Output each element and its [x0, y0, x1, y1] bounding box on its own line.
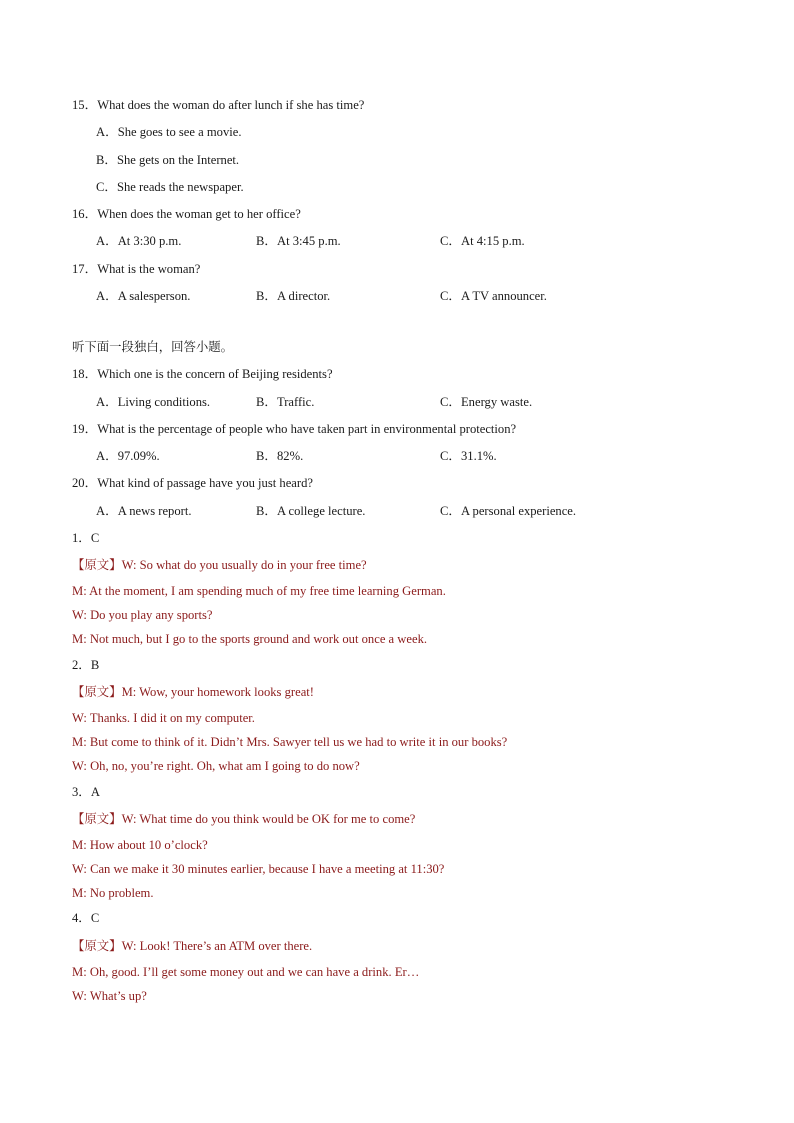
section-instruction: 听下面一段独白，回答小题。 [72, 339, 234, 354]
answer-4-transcript-line: M: Oh, good. I’ll get some money out and we can have a drink. Er… [72, 965, 420, 979]
answer-3-transcript-line: M: No problem. [72, 886, 154, 900]
answer-3-transcript-line: W: Can we make it 30 minutes earlier, because I have a meeting at 11:30? [72, 862, 445, 876]
q16-option-a: A．At 3:30 p.m. [96, 234, 182, 248]
q15-option-b: B．She gets on the Internet. [96, 153, 240, 167]
q20-option-b: B．A college lecture. [256, 504, 366, 518]
q20-stem: 20．What kind of passage have you just heard? [72, 476, 313, 490]
answer-1-transcript-line: 【原文】W: So what do you usually do in your free time? [72, 557, 367, 572]
answer-4-transcript-line: 【原文】W: Look! There’s an ATM over there. [72, 938, 313, 953]
transcript-tag: 【原文】 [72, 684, 122, 699]
transcript-tag: 【原文】 [72, 938, 122, 953]
answer-2-transcript-line: 【原文】M: Wow, your homework looks great! [72, 684, 314, 699]
answer-3-number: 3．A [72, 785, 100, 799]
q17-option-b: B．A director. [256, 289, 331, 303]
answer-1-transcript-line: M: At the moment, I am spending much of my free time learning German. [72, 584, 446, 598]
answer-1-number: 1．C [72, 531, 100, 545]
answer-2-transcript-line: W: Oh, no, you’re right. Oh, what am I going to do now? [72, 759, 360, 773]
q17-stem: 17．What is the woman? [72, 262, 201, 276]
answer-2-transcript-line: M: But come to think of it. Didn’t Mrs. Sawyer tell us we had to write it in our books? [72, 735, 508, 749]
q15-stem: 15．What does the woman do after lunch if she has time? [72, 98, 365, 112]
answer-3-transcript-line: 【原文】W: What time do you think would be OK for me to come? [72, 811, 416, 826]
answer-1-transcript-line: W: Do you play any sports? [72, 608, 213, 622]
q18-option-c: C．Energy waste. [440, 395, 533, 409]
q18-stem: 18．Which one is the concern of Beijing residents? [72, 367, 333, 381]
answer-3-transcript-line: M: How about 10 o’clock? [72, 838, 208, 852]
answer-2-number: 2．B [72, 658, 100, 672]
q15-option-a: A．She goes to see a movie. [96, 125, 242, 139]
answer-4-transcript-line: W: What’s up? [72, 989, 147, 1003]
answer-2-transcript-line: W: Thanks. I did it on my computer. [72, 711, 255, 725]
q16-stem: 16．When does the woman get to her office? [72, 207, 301, 221]
q19-option-a: A．97.09%. [96, 449, 160, 463]
q20-option-c: C．A personal experience. [440, 504, 577, 518]
q18-option-a: A．Living conditions. [96, 395, 211, 409]
q19-option-b: B．82%. [256, 449, 304, 463]
transcript-tag: 【原文】 [72, 811, 122, 826]
q17-option-c: C．A TV announcer. [440, 289, 547, 303]
q19-stem: 19．What is the percentage of people who have taken part in environmental protection? [72, 422, 517, 436]
q15-option-c: C．She reads the newspaper. [96, 180, 244, 194]
q16-option-c: C．At 4:15 p.m. [440, 234, 525, 248]
transcript-tag: 【原文】 [72, 557, 122, 572]
answer-4-number: 4．C [72, 911, 100, 925]
q17-option-a: A．A salesperson. [96, 289, 191, 303]
q19-option-c: C．31.1%. [440, 449, 497, 463]
q18-option-b: B．Traffic. [256, 395, 315, 409]
answer-1-transcript-line: M: Not much, but I go to the sports ground and work out once a week. [72, 632, 428, 646]
q20-option-a: A．A news report. [96, 504, 192, 518]
q16-option-b: B．At 3:45 p.m. [256, 234, 341, 248]
